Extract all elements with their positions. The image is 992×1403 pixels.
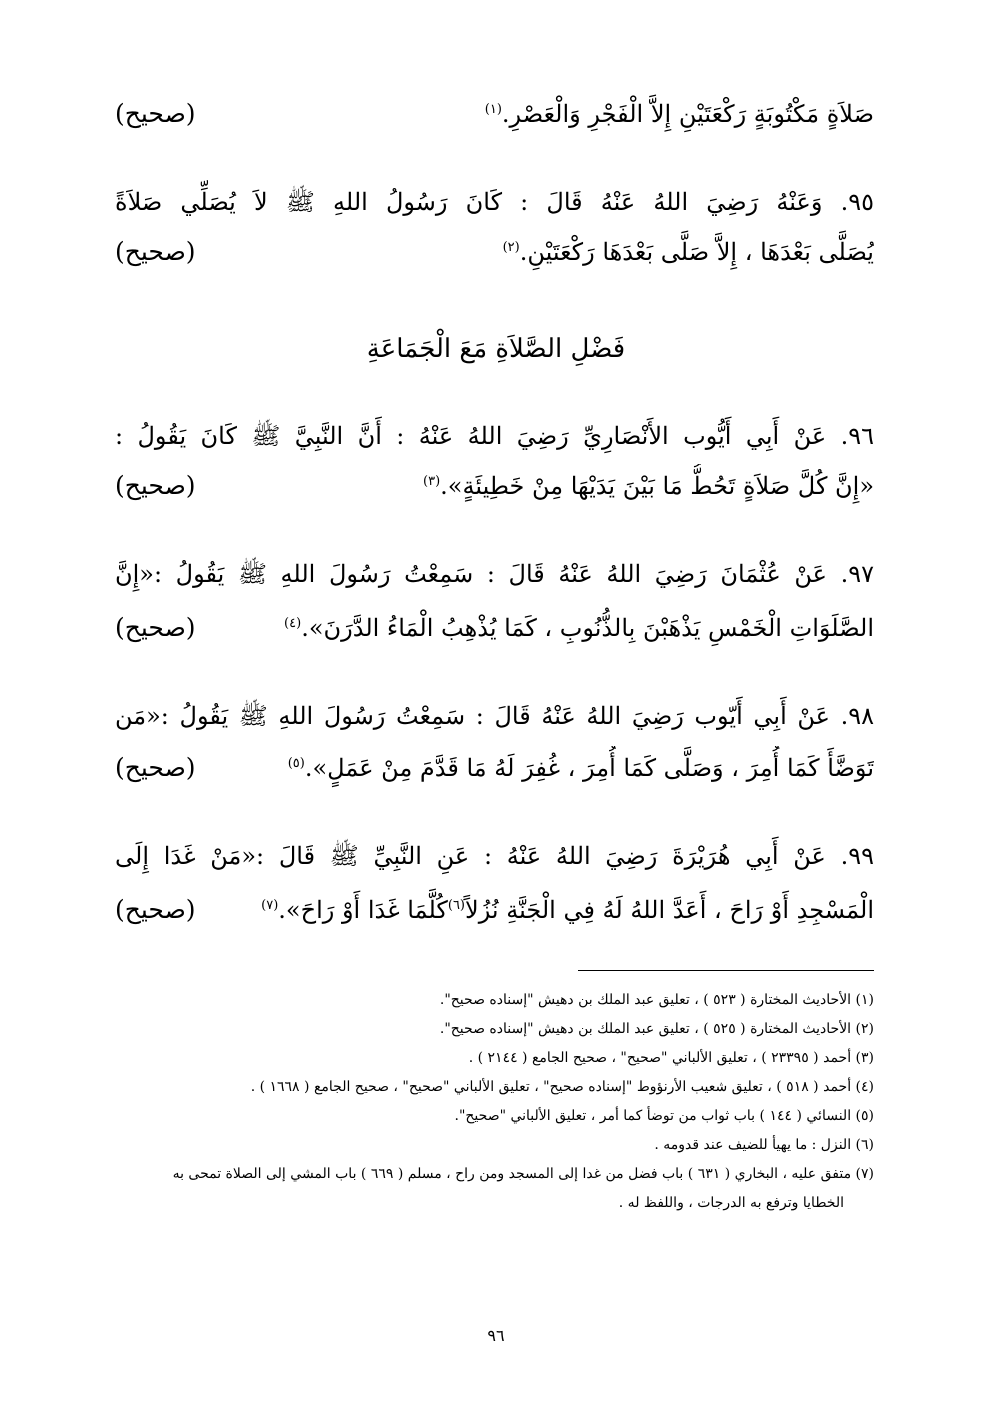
hadith-text: الْمَسْجِدِ أَوْ رَاحَ ، أَعَدَّ اللهُ لَهُ فِي الْجَنَّةِ نُزُلاً$^{(٦)}$كُلَّمَا غَدَا أَوْ رَاحَ».$^{(٧)}$ xyxy=(261,896,874,924)
footnote-ref[interactable]: (٢) xyxy=(502,240,520,255)
hadith-98-line-2 xyxy=(115,746,874,790)
hadith-99-line-2 xyxy=(115,888,874,932)
footnote-ref[interactable]: (١) xyxy=(484,102,502,117)
footnote-5: (٥) النسائي ( ١٤٤ ) باب ثواب من توضأ كما أمر ، تعليق الألباني "صحيح". xyxy=(454,1108,874,1124)
hadith-text: صَلاَةٍ مَكْتُوبَةٍ رَكْعَتَيْنِ إِلاَّ الْفَجْرِ وَالْعَصْرِ.$^{(١)}$ xyxy=(484,100,874,128)
hadith-98-line-1 xyxy=(115,694,874,738)
grade-label: (صحيح) xyxy=(115,237,196,266)
section-heading: فَضْلِ الصَّلاَةِ مَعَ الْجَمَاعَةِ xyxy=(366,334,626,364)
hadith-text: «إِنَّ كُلَّ صَلاَةٍ تَحُطُّ مَا بَيْنَ يَدَيْهَا مِنْ خَطِيئَةٍ».$^{(٣)}$ xyxy=(423,472,874,500)
footnote-6: (٦) النزل : ما يهيأ للضيف عند قدومه . xyxy=(654,1137,874,1153)
grade-label: (صحيح) xyxy=(115,753,196,782)
hadith-95-line-1 xyxy=(115,180,874,224)
hadith-text: ٩٨. عَنْ أَبِي أَيّوب رَضِيَ اللهُ عَنْهُ قَالَ : سَمِعْتُ رَسُولَ اللهِ ﷺ يَقُولُ :«مَن xyxy=(115,702,874,730)
hadith-text: يُصَلَّى بَعْدَهَا ، إِلاَّ صَلَّى بَعْدَهَا رَكْعَتَيْنِ.$^{(٢)}$ xyxy=(502,238,874,266)
footnote-1: (١) الأحاديث المختارة ( ٥٢٣ ) ، تعليق عبد الملك بن دهيش "إسناده صحيح". xyxy=(439,992,874,1008)
hadith-99-line-1 xyxy=(115,834,874,878)
hadith-text: الصَّلَوَاتِ الْخَمْسِ يَذْهَبْنَ بِالذُّنُوبِ ، كَمَا يُذْهِبُ الْمَاءُ الدَّرَنَ».$^{(٤)}$ xyxy=(284,614,874,642)
footnote-ref[interactable]: (٧) xyxy=(261,898,279,913)
footnote-7: (٧) متفق عليه ، البخاري ( ٦٣١ ) باب فضل من غدا إلى المسجد ومن راح ، مسلم ( ٦٦٩ ) باب المشي إلى الصلاة تمحى به xyxy=(172,1166,874,1182)
footnote-ref[interactable]: (٤) xyxy=(284,616,302,631)
footnote-3: (٣) أحمد ( ٢٣٣٩٥ ) ، تعليق الألباني "صحيح" ، صحيح الجامع ( ٢١٤٤ ) . xyxy=(468,1050,874,1066)
hadith-text: ٩٦. عَنْ أَبِي أَيُّوب الأَنْصَارِيِّ رَضِيَ اللهُ عَنْهُ : أَنَّ النَّبِيَّ ﷺ كَانَ يَقُولُ : xyxy=(115,422,874,450)
footnote-2: (٢) الأحاديث المختارة ( ٥٢٥ ) ، تعليق عبد الملك بن دهيش "إسناده صحيح". xyxy=(439,1021,874,1037)
hadith-94-line-2 xyxy=(115,92,874,136)
footnote-4: (٤) أحمد ( ٥١٨ ) ، تعليق شعيب الأرنؤوط "إسناده صحيح" ، تعليق الألباني "صحيح" ، صحيح الجامع ( ١٦٦٨ ) . xyxy=(250,1079,874,1095)
hadith-97-line-2 xyxy=(115,606,874,650)
footnote-7-continued: الخطايا وترفع به الدرجات ، واللفظ له . xyxy=(618,1195,844,1211)
hadith-97-line-1 xyxy=(115,552,874,596)
hadith-text: تَوَضَّأَ كَمَا أُمِرَ ، وَصَلَّى كَمَا أُمِرَ ، غُفِرَ لَهُ مَا قَدَّمَ مِنْ عَمَلٍ».$^{(٥)}$ xyxy=(287,754,874,782)
hadith-96-line-1 xyxy=(115,414,874,458)
footnote-separator xyxy=(578,970,874,971)
grade-label: (صحيح) xyxy=(115,895,196,924)
grade-label: (صحيح) xyxy=(115,613,196,642)
hadith-text: ٩٩. عَنْ أَبِي هُرَيْرَةَ رَضِيَ اللهُ عَنْهُ : عَنِ النَّبِيِّ ﷺ قَالَ :«مَنْ غَدَا إِلَى xyxy=(115,842,874,870)
hadith-95-line-2 xyxy=(115,230,874,274)
footnote-ref[interactable]: (٥) xyxy=(287,756,305,771)
footnote-ref[interactable]: (٣) xyxy=(423,474,441,489)
grade-label: (صحيح) xyxy=(115,99,196,128)
page-number: ٩٦ xyxy=(487,1326,505,1345)
hadith-text: ٩٧. عَنْ عُثْمَانَ رَضِيَ اللهُ عَنْهُ قَالَ : سَمِعْتُ رَسُولَ اللهِ ﷺ يَقُولُ :«إِنَّ xyxy=(115,560,874,588)
hadith-text: ٩٥. وَعَنْهُ رَضِيَ اللهُ عَنْهُ قَالَ : كَانَ رَسُولُ اللهِ ﷺ لاَ يُصَلِّي صَلاَةً xyxy=(115,188,874,216)
footnote-ref[interactable]: (٦) xyxy=(447,898,465,913)
grade-label: (صحيح) xyxy=(115,471,196,500)
hadith-96-line-2 xyxy=(115,464,874,508)
